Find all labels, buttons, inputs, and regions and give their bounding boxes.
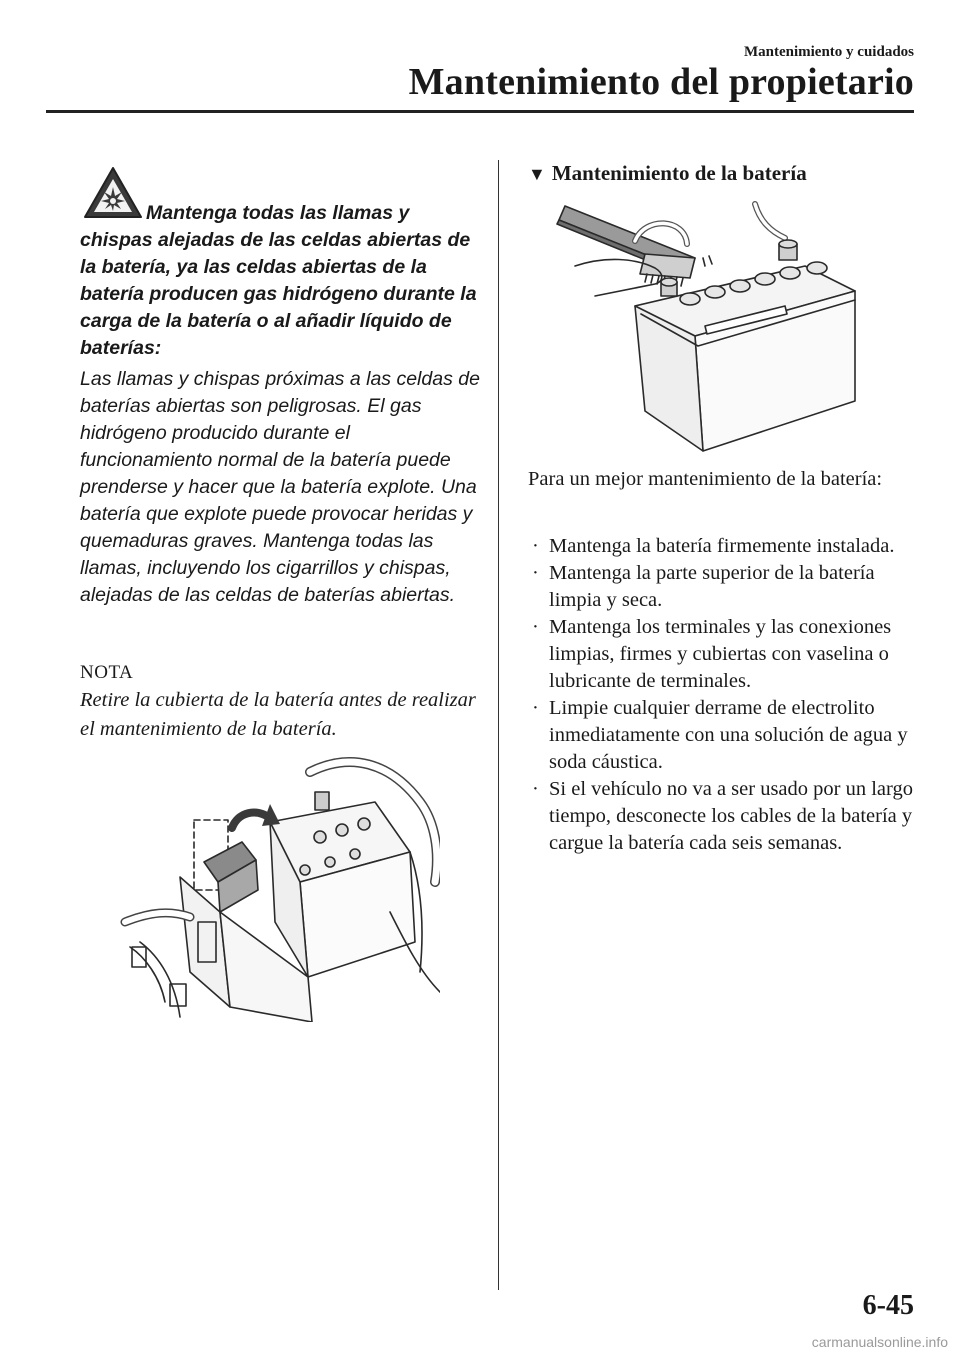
watermark: carmanualsonline.info (811, 1334, 948, 1350)
list-item: · Mantenga la batería firmemente instalada. (528, 533, 918, 560)
battery-cover-removal-illustration (120, 742, 440, 1022)
bullet-icon: · (532, 697, 539, 719)
column-divider (498, 160, 499, 1290)
list-item: · Si el vehículo no va a ser usado por un largo tiempo, desconecte los cables de la batería y cargue la batería cada seis semanas. (532, 778, 913, 854)
list-item: · Mantenga los terminales y las conexiones limpias, firmes y cubiertas con vaselina o lubricante de terminales. (532, 616, 892, 692)
warning-heading: Mantenga todas las llamas y chispas alejadas de las celdas abiertas de la batería, ya las celdas abiertas de la batería producen gas hidrógeno durante la carga de la batería o al añadir líquido de baterías: (80, 202, 477, 359)
note-label: NOTA (80, 662, 134, 683)
bullet-icon: · (532, 616, 539, 638)
header-rule (46, 110, 914, 113)
section-marker: ▼ (528, 164, 546, 184)
warning-body: Las llamas y chispas próximas a las celdas de baterías abiertas son peligrosas. El gas hidrógeno producido durante el funcionamiento normal de la batería puede prenderse y hacer que la batería explote. Una batería que explote puede provocar heridas y quemaduras graves. Mantenga todas las llamas, incluyendo los cigarrillos y chispas, alejadas de las celdas de baterías abiertas. (80, 368, 480, 606)
battery-cleaning-illustration (555, 196, 865, 458)
section-title (528, 161, 807, 186)
page-title: Mantenimiento del propietario (408, 61, 914, 103)
list-item: · Limpie cualquier derrame de electrolito inmediatamente con una solución de agua y soda cáustica. (532, 697, 908, 773)
page-number: 6-45 (862, 1290, 914, 1321)
bullet-icon: · (532, 562, 539, 584)
intro-text: Para un mejor mantenimiento de la batería: (528, 468, 883, 490)
maintenance-list (528, 533, 918, 857)
bullet-icon: · (532, 778, 539, 800)
bullet-icon: · (532, 535, 539, 557)
list-item: · Mantenga la parte superior de la batería limpia y seca. (532, 562, 875, 611)
section-title-text: Mantenimiento de la batería (551, 161, 807, 185)
chapter-title: Mantenimiento y cuidados (743, 44, 914, 60)
note-body: Retire la cubierta de la batería antes de realizar el mantenimiento de la batería. (80, 689, 476, 740)
